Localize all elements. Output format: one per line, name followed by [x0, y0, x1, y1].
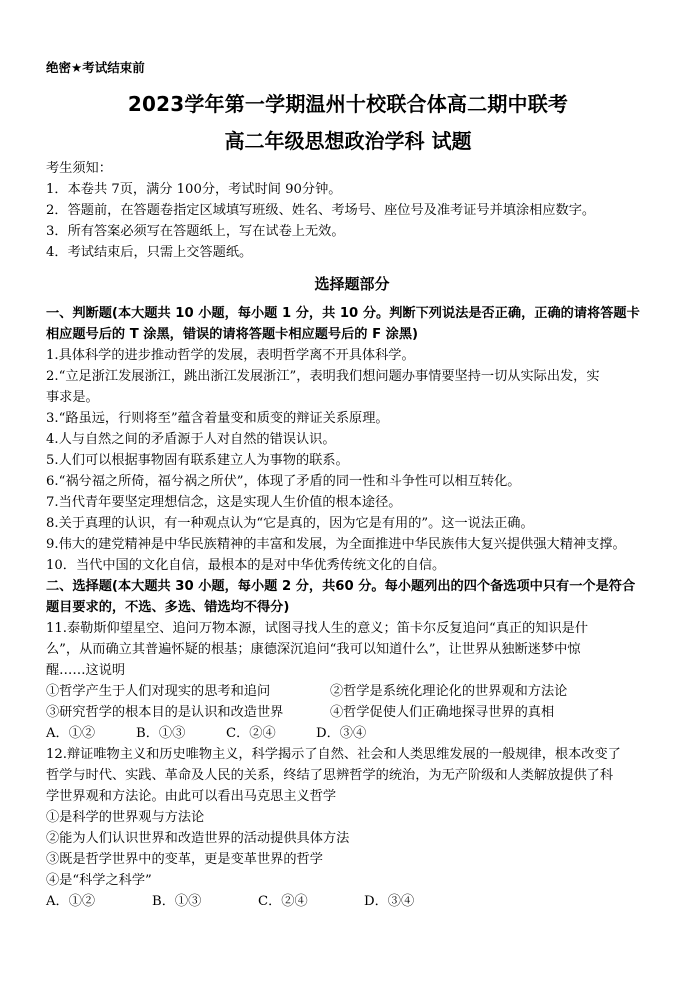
q12-answer: A．①②	[46, 894, 96, 909]
q11-answer: C．②④	[226, 726, 276, 741]
question-line: 3.“路虽远，行则将至”蕴含着量变和质变的辩证关系原理。	[46, 411, 389, 426]
q11-option-row	[46, 702, 658, 723]
q12-answer: B．①③	[152, 894, 202, 909]
question-line: 6.“祸兮福之所倚，福兮祸之所伏”，体现了矛盾的同一性和斗争性可以相互转化。	[46, 474, 521, 489]
q11-option: ③研究哲学的根本目的是认识和改造世界	[46, 705, 284, 720]
q12-answer: C．②④	[258, 894, 308, 909]
question-line: 8.关于真理的认识，有一种观点认为“它是真的，因为它是有用的”。这一说法正确。	[46, 516, 534, 531]
confidential-label: 绝密★考试结束前	[46, 60, 145, 75]
q11-option: ②哲学是系统化理论化的世界观和方法论	[330, 684, 568, 699]
notice-item: 1．本卷共 7页，满分 100分，考试时间 90分钟。	[46, 182, 342, 197]
q12-stem: 学世界观和方法论。由此可以看出马克思主义哲学	[46, 789, 337, 804]
q11-option-row	[46, 681, 658, 702]
q11-stem: 么”，从而确立其普遍怀疑的根基；康德深沉追问“我可以知道什么”，让世界从独断迷梦中惊	[46, 642, 581, 657]
q11-option: ④哲学促使人们正确地探寻世界的真相	[330, 705, 555, 720]
q12-option: ④是“科学之科学”	[46, 873, 152, 888]
part1-header: 相应题号后的 T 涂黑，错误的请将答题卡相应题号后的 F 涂黑)	[46, 327, 419, 342]
q11-stem: 11.泰勒斯仰望星空、追问万物本源，试图寻找人生的意义；笛卡尔反复追问“真正的知识是什	[46, 621, 589, 636]
section-title: 选择题部分	[314, 275, 390, 293]
question-line: 5.人们可以根据事物固有联系建立人为事物的联系。	[46, 453, 349, 468]
notice-item: 3．所有答案必须写在答题纸上，写在试卷上无效。	[46, 224, 345, 239]
exam-title: 2023学年第一学期温州十校联合体高二期中联考	[127, 92, 569, 116]
q11-option: ①哲学产生于人们对现实的思考和追问	[46, 684, 271, 699]
question-line: 9.伟大的建党精神是中华民族精神的丰富和发展，为全面推进中华民族伟大复兴提供强大精神支撑。	[46, 537, 626, 552]
q12-stem: 哲学与时代、实践、革命及人民的关系，终结了思辨哲学的统治，为无产阶级和人类解放提供了科	[46, 768, 614, 783]
q11-answer: B．①③	[136, 726, 186, 741]
exam-content	[46, 158, 658, 912]
q12-option: ①是科学的世界观与方法论	[46, 810, 205, 825]
q11-answer: A．①②	[46, 726, 96, 741]
part1-header: 一、判断题(本大题共 10 小题，每小题 1 分，共 10 分。判断下列说法是否正确，正确的请将答题卡	[46, 306, 640, 321]
q11-answer-row	[46, 723, 658, 744]
q12-stem: 12.辩证唯物主义和历史唯物主义，科学揭示了自然、社会和人类思维发展的一般规律，根本改变了	[46, 747, 621, 762]
part2-header: 题目要求的，不选、多选、错选均不得分)	[46, 600, 290, 615]
q12-answer: D．③④	[364, 894, 415, 909]
question-line: 事求是。	[46, 390, 99, 405]
q12-option: ③既是哲学世界中的变革，更是变革世界的哲学	[46, 852, 323, 867]
question-line: 10．当代中国的文化自信，最根本的是对中华优秀传统文化的自信。	[46, 558, 446, 573]
question-line: 4.人与自然之间的矛盾源于人对自然的错误认识。	[46, 432, 336, 447]
q12-option: ②能为人们认识世界和改造世界的活动提供具体方法	[46, 831, 350, 846]
part2-header: 二、选择题(本大题共 30 小题，每小题 2 分，共60 分。每小题列出的四个备选项中只有一个是符合	[46, 579, 636, 594]
exam-subtitle: 高二年级思想政治学科 试题	[224, 129, 472, 153]
question-line: 1.具体科学的进步推动哲学的发展，表明哲学离不开具体科学。	[46, 348, 415, 363]
notice-item: 4．考试结束后，只需上交答题纸。	[46, 245, 253, 260]
notice-heading: 考生须知：	[46, 161, 112, 176]
q11-answer: D．③④	[316, 726, 367, 741]
question-line: 2.“立足浙江发展浙江，跳出浙江发展浙江”，表明我们想问题办事情要坚持一切从实际出发，实	[46, 369, 600, 384]
question-line: 7.当代青年要坚定理想信念，这是实现人生价值的根本途径。	[46, 495, 402, 510]
notice-item: 2．答题前，在答题卷指定区域填写班级、姓名、考场号、座位号及准考证号并填涂相应数字。	[46, 203, 596, 218]
q12-answer-row	[46, 891, 658, 912]
q11-stem: 醒……这说明	[46, 663, 126, 678]
